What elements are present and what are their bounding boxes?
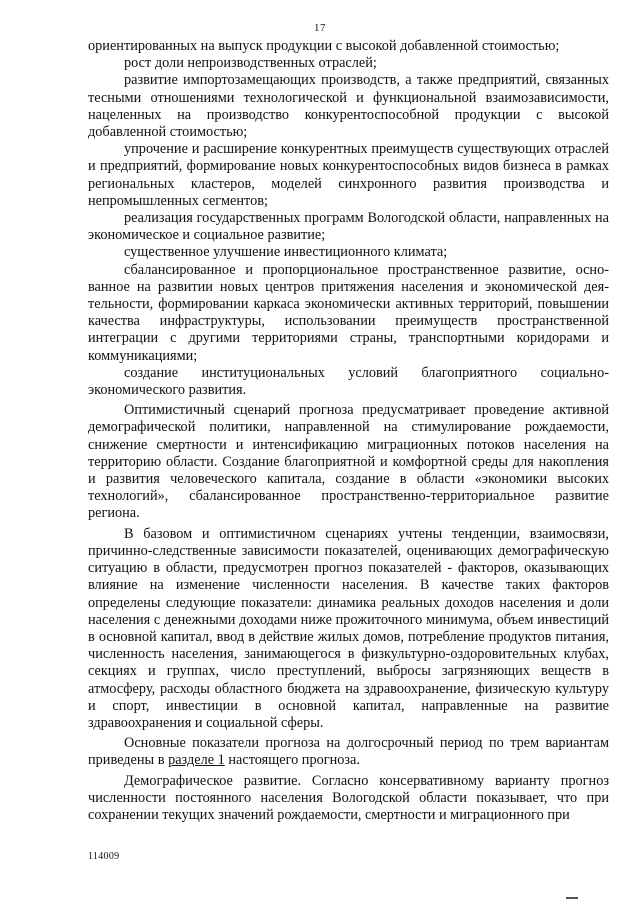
paragraph-10: В базовом и оптимистичном сценариях учтены тенденции, взаимосвязи, причинно-следственные зависимости показателей, оценивающих демографическую ситуацию в области, предусмотрен прогноз показателей - факторов, оказывающих влияние на изменение численности населения. В качестве таких факторов определены следующие показатели: динамика реальных доходов населения и доли населения с денежными доходами ниже прожиточного минимума, объем инвестиций в основной капитал, ввод в действие жилых домов, потребление продуктов питания, численность населения, занимающегося в физкультурно-оздоровительных клубах, секциях и группах, число преступлений, выбросы загрязняющих веществ в атмосферу, расходы областного бюджета на здравоохранение, физическую культуру и спорт, инвестиции в основной капитал, направленные на развитие здравоохранения и социальной сферы. bbox=[88, 525, 609, 731]
paragraph-5: реализация государственных программ Вологодской области, направленных на экономическое и социальное развитие; bbox=[88, 210, 609, 244]
section-1-link[interactable]: разделе 1 bbox=[168, 752, 225, 769]
paragraph-4: упрочение и расширение конкурентных преимуществ существующих отраслей и предприятий, формирование новых конкурентоспособных видов бизнеса в рамках региональных кластеров, моделей синхронного развития производства и непромышленных сегментов; bbox=[88, 141, 609, 209]
page-number: 17 bbox=[314, 22, 326, 34]
document-code: 114009 bbox=[88, 851, 120, 862]
paragraph-6: существенное улучшение инвестиционного климата; bbox=[124, 244, 448, 261]
paragraph-2: рост доли непроизводственных отраслей; bbox=[124, 55, 377, 72]
document-body bbox=[88, 38, 609, 824]
scan-mark bbox=[566, 897, 578, 899]
paragraph-7: сбалансированное и пропорциональное пространственное развитие, основанное на развитии новых центров притяжения населения и экономической деятельности, формировании каркаса экономически активных территорий, повышении качества инфраструктуры, использовании преимуществ пространственной интеграции с другими территориями страны, транспортными коридорами и коммуникациями; bbox=[88, 261, 609, 364]
paragraph-1: ориентированных на выпуск продукции с высокой добавленной стоимостью; bbox=[88, 38, 560, 54]
paragraph-12: Демографическое развитие. Согласно консервативному варианту прогноз численности постоянного населения Вологодской области показывает, что при сохранении текущих значений рождаемости, смертности и миграционного при bbox=[88, 772, 609, 823]
paragraph-11-text-after: настоящего прогноза. bbox=[224, 752, 360, 769]
paragraph-11-text-before: Основные показатели прогноза на долгосрочный период по трем вариантам приведены в bbox=[88, 735, 609, 769]
paragraph-11 bbox=[88, 735, 609, 769]
paragraph-3: развитие импортозамещающих производств, а также предприятий, связанных тесными отношениями технологической и функциональной взаимозависимости, нацеленных на производство конкурентоспособной продукции с высокой добавленной стоимостью; bbox=[88, 72, 609, 141]
paragraph-8: создание институциональных условий благоприятного социально-экономического развития. bbox=[88, 364, 609, 399]
paragraph-9: Оптимистичный сценарий прогноза предусматривает проведение активной демографической политики, направленной на стимулирование рождаемости, снижение смертности и интенсификацию миграционных потоков населения на территорию области. Создание благоприятной и комфортной среды для накопления и развития человеческого капитала, создание в области «экономики высоких технологий», сбалансированное пространственно-территориальное развитие региона. bbox=[88, 402, 609, 522]
